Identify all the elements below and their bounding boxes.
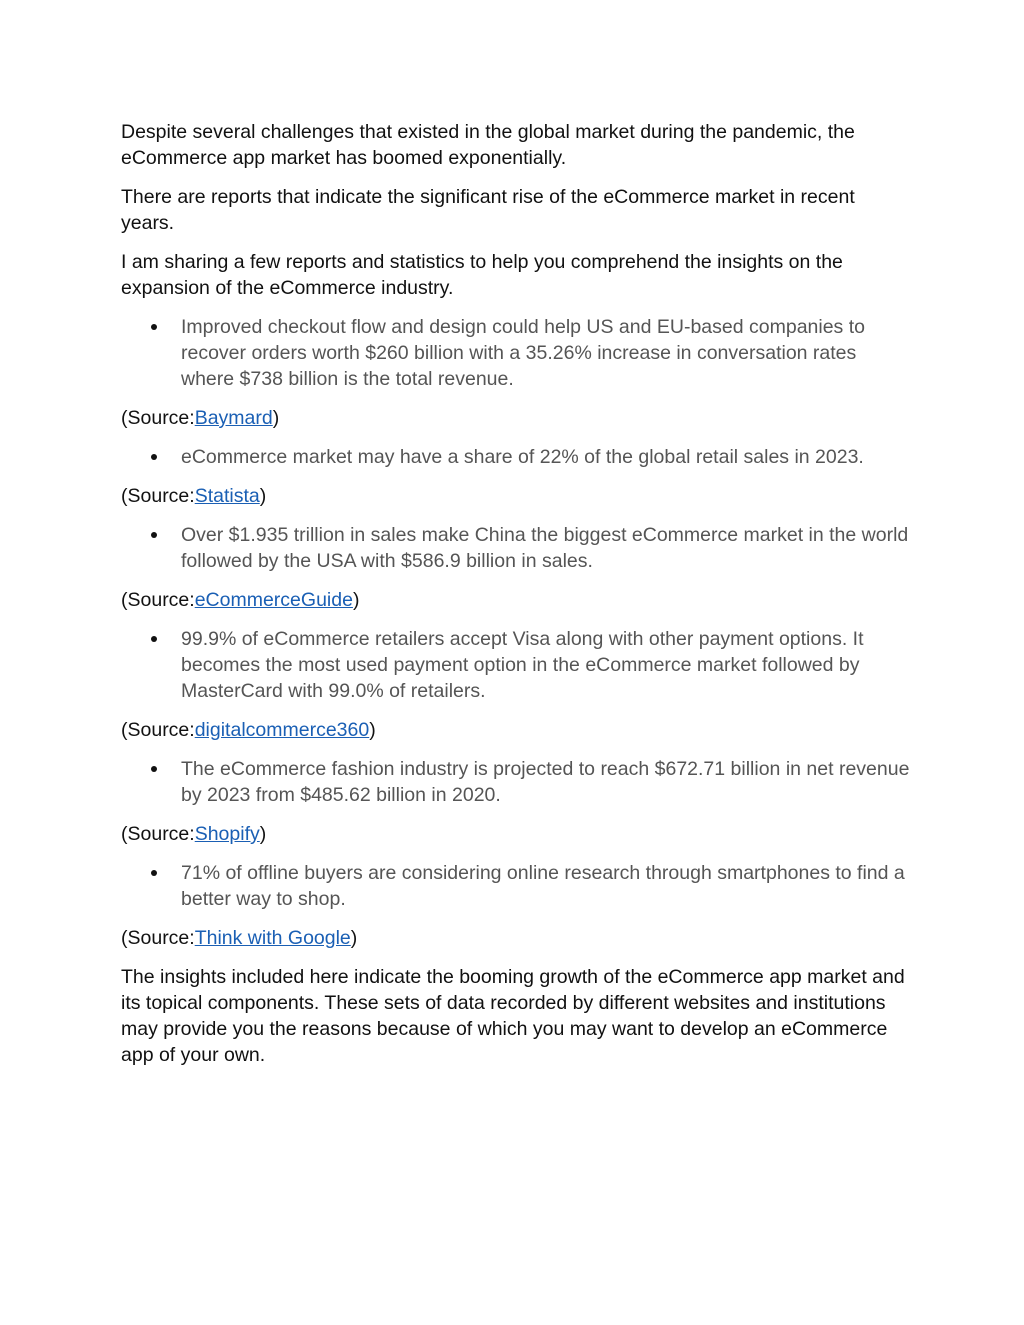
source-line	[121, 925, 911, 951]
stat-text: 99.9% of eCommerce retailers accept Visa along with other payment options. It becomes the most used payment option in the eCommerce market followed by MasterCard with 99.0% of retailers.	[181, 628, 864, 702]
stat-item	[181, 626, 911, 704]
stat-text: 71% of offline buyers are considering online research through smartphones to find a better way to shop.	[181, 862, 905, 910]
stat-item	[181, 860, 911, 912]
source-line	[121, 405, 911, 431]
source-prefix: (Source:	[121, 407, 195, 429]
source-link-statista[interactable]: Statista	[194, 485, 260, 507]
source-prefix: (Source:	[121, 589, 195, 611]
source-link-shopify[interactable]: Shopify	[194, 823, 260, 845]
source-suffix: )	[369, 719, 376, 741]
source-prefix: (Source:	[121, 719, 195, 741]
stat-item	[181, 756, 911, 808]
source-link-baymard[interactable]: Baymard	[194, 407, 273, 429]
bullet-icon	[151, 766, 157, 772]
stat-list	[121, 860, 911, 912]
stat-list	[121, 444, 911, 470]
source-suffix: )	[272, 407, 280, 429]
stat-text: The eCommerce fashion industry is projected to reach $672.71 billion in net revenue by 2023 from $485.62 billion in 2020.	[181, 758, 910, 806]
bullet-icon	[151, 324, 157, 330]
source-line	[121, 717, 911, 743]
source-suffix: )	[259, 485, 267, 507]
source-link-digitalcommerce360[interactable]: digitalcommerce360	[194, 719, 370, 741]
source-line	[121, 821, 911, 847]
stat-item	[181, 314, 911, 392]
stat-list	[121, 756, 911, 808]
source-suffix: )	[350, 927, 358, 949]
intro-paragraph-2: There are reports that indicate the significant rise of the eCommerce market in recent years.	[121, 186, 855, 234]
source-suffix: )	[352, 589, 360, 611]
source-link-think-with-google[interactable]: Think with Google	[194, 927, 351, 949]
bullet-icon	[151, 636, 157, 642]
source-line	[121, 483, 911, 509]
stat-list	[121, 522, 911, 574]
bullet-icon	[151, 454, 157, 460]
source-link-ecommerceguide[interactable]: eCommerceGuide	[194, 589, 353, 611]
source-prefix: (Source:	[121, 927, 195, 949]
intro-paragraph-3: I am sharing a few reports and statistics to help you comprehend the insights on the expansion of the eCommerce industry.	[121, 251, 843, 299]
bullet-icon	[151, 870, 157, 876]
stat-list	[121, 314, 911, 392]
stat-text: eCommerce market may have a share of 22% of the global retail sales in 2023.	[181, 446, 864, 468]
conclusion-paragraph: The insights included here indicate the booming growth of the eCommerce app market and its topical components. These sets of data recorded by different websites and institutions may provide you the reasons because of which you may want to develop an eCommerce app of your own.	[121, 966, 905, 1066]
stat-item	[181, 522, 911, 574]
stat-text: Improved checkout flow and design could help US and EU-based companies to recover orders worth $260 billion with a 35.26% increase in conversation rates where $738 billion is the total revenue.	[181, 316, 865, 390]
source-prefix: (Source:	[121, 823, 195, 845]
document-page	[121, 119, 911, 1081]
source-line	[121, 587, 911, 613]
stat-text: Over $1.935 trillion in sales make China the biggest eCommerce market in the world followed by the USA with $586.9 billion in sales.	[181, 524, 909, 572]
stat-list	[121, 626, 911, 704]
stat-item	[181, 444, 911, 470]
bullet-icon	[151, 532, 157, 538]
source-prefix: (Source:	[121, 485, 195, 507]
intro-paragraph-1: Despite several challenges that existed in the global market during the pandemic, the eCommerce app market has boomed exponentially.	[121, 121, 855, 169]
source-suffix: )	[259, 823, 267, 845]
